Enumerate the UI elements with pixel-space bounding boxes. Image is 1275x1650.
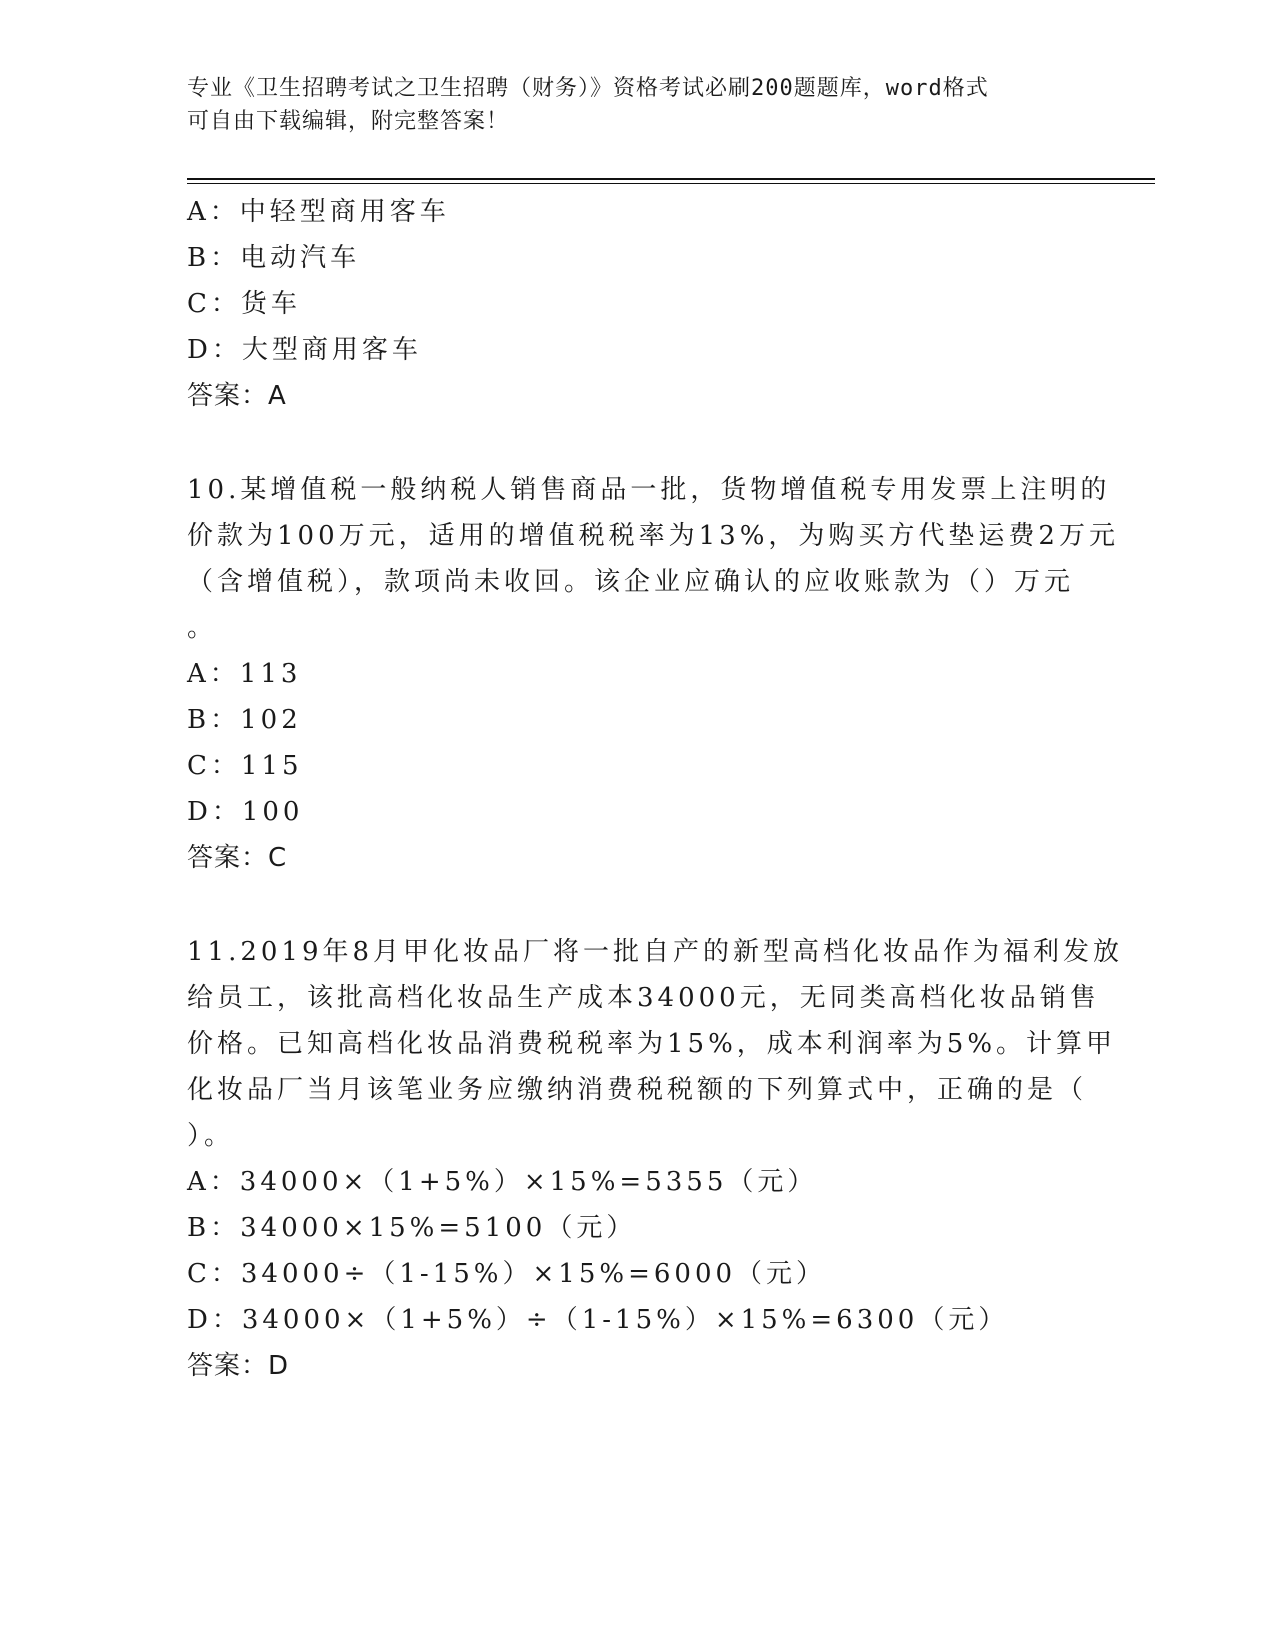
q11-option-a: A：34000×（1+5%）×15%=5355（元）	[187, 1167, 818, 1197]
question-11-block	[187, 929, 1124, 1389]
header-line-1: 专业《卫生招聘考试之卫生招聘（财务）》资格考试必刷200题题库，word格式	[187, 76, 989, 101]
q10-text-line-4: 。	[187, 613, 218, 643]
q9-answer: 答案：A	[187, 381, 287, 411]
q11-option-d: D：34000×（1+5%）÷（1-15%）×15%=6300（元）	[187, 1305, 1009, 1335]
q10-text-line-1: 10.某增值税一般纳税人销售商品一批，货物增值税专用发票上注明的	[187, 475, 1111, 505]
q11-text-line-3: 价格。已知高档化妆品消费税税率为15%，成本利润率为5%。计算甲	[187, 1029, 1117, 1059]
document-body	[187, 189, 1124, 1389]
q11-option-c: C：34000÷（1-15%）×15%=6000（元）	[187, 1259, 827, 1289]
spacer	[187, 881, 1087, 929]
question-10-block	[187, 467, 1119, 881]
spacer	[187, 419, 1087, 467]
q10-option-d: D：100	[187, 797, 304, 827]
q10-option-b: B：102	[187, 705, 302, 735]
q11-answer: 答案：D	[187, 1351, 290, 1381]
q10-text-line-2: 价款为100万元，适用的增值税税率为13%，为购买方代垫运费2万元	[187, 521, 1119, 551]
q10-answer: 答案：C	[187, 843, 288, 873]
q9-option-b: B：电动汽车	[187, 243, 361, 273]
q11-text-line-5: ）。	[187, 1121, 235, 1151]
document-header	[187, 72, 1087, 138]
header-line-2: 可自由下载编辑，附完整答案！	[187, 109, 510, 134]
header-rule-thick	[187, 178, 1155, 180]
header-rule-thin	[187, 183, 1155, 184]
q10-option-c: C：115	[187, 751, 303, 781]
q11-text-line-1: 11.2019年8月甲化妆品厂将一批自产的新型高档化妆品作为福利发放	[187, 937, 1124, 967]
q11-text-line-2: 给员工，该批高档化妆品生产成本34000元，无同类高档化妆品销售	[187, 983, 1100, 1013]
q9-option-d: D：大型商用客车	[187, 335, 422, 365]
q10-text-line-3: （含增值税），款项尚未收回。该企业应确认的应收账款为（）万元	[187, 567, 1075, 597]
q9-option-c: C：货车	[187, 289, 301, 319]
question-9-block	[187, 189, 1087, 419]
q10-option-a: A：113	[187, 659, 302, 689]
q9-option-a: A：中轻型商用客车	[187, 197, 450, 227]
q11-text-line-4: 化妆品厂当月该笔业务应缴纳消费税税额的下列算式中，正确的是（	[187, 1075, 1088, 1105]
q11-option-b: B：34000×15%=5100（元）	[187, 1213, 637, 1243]
